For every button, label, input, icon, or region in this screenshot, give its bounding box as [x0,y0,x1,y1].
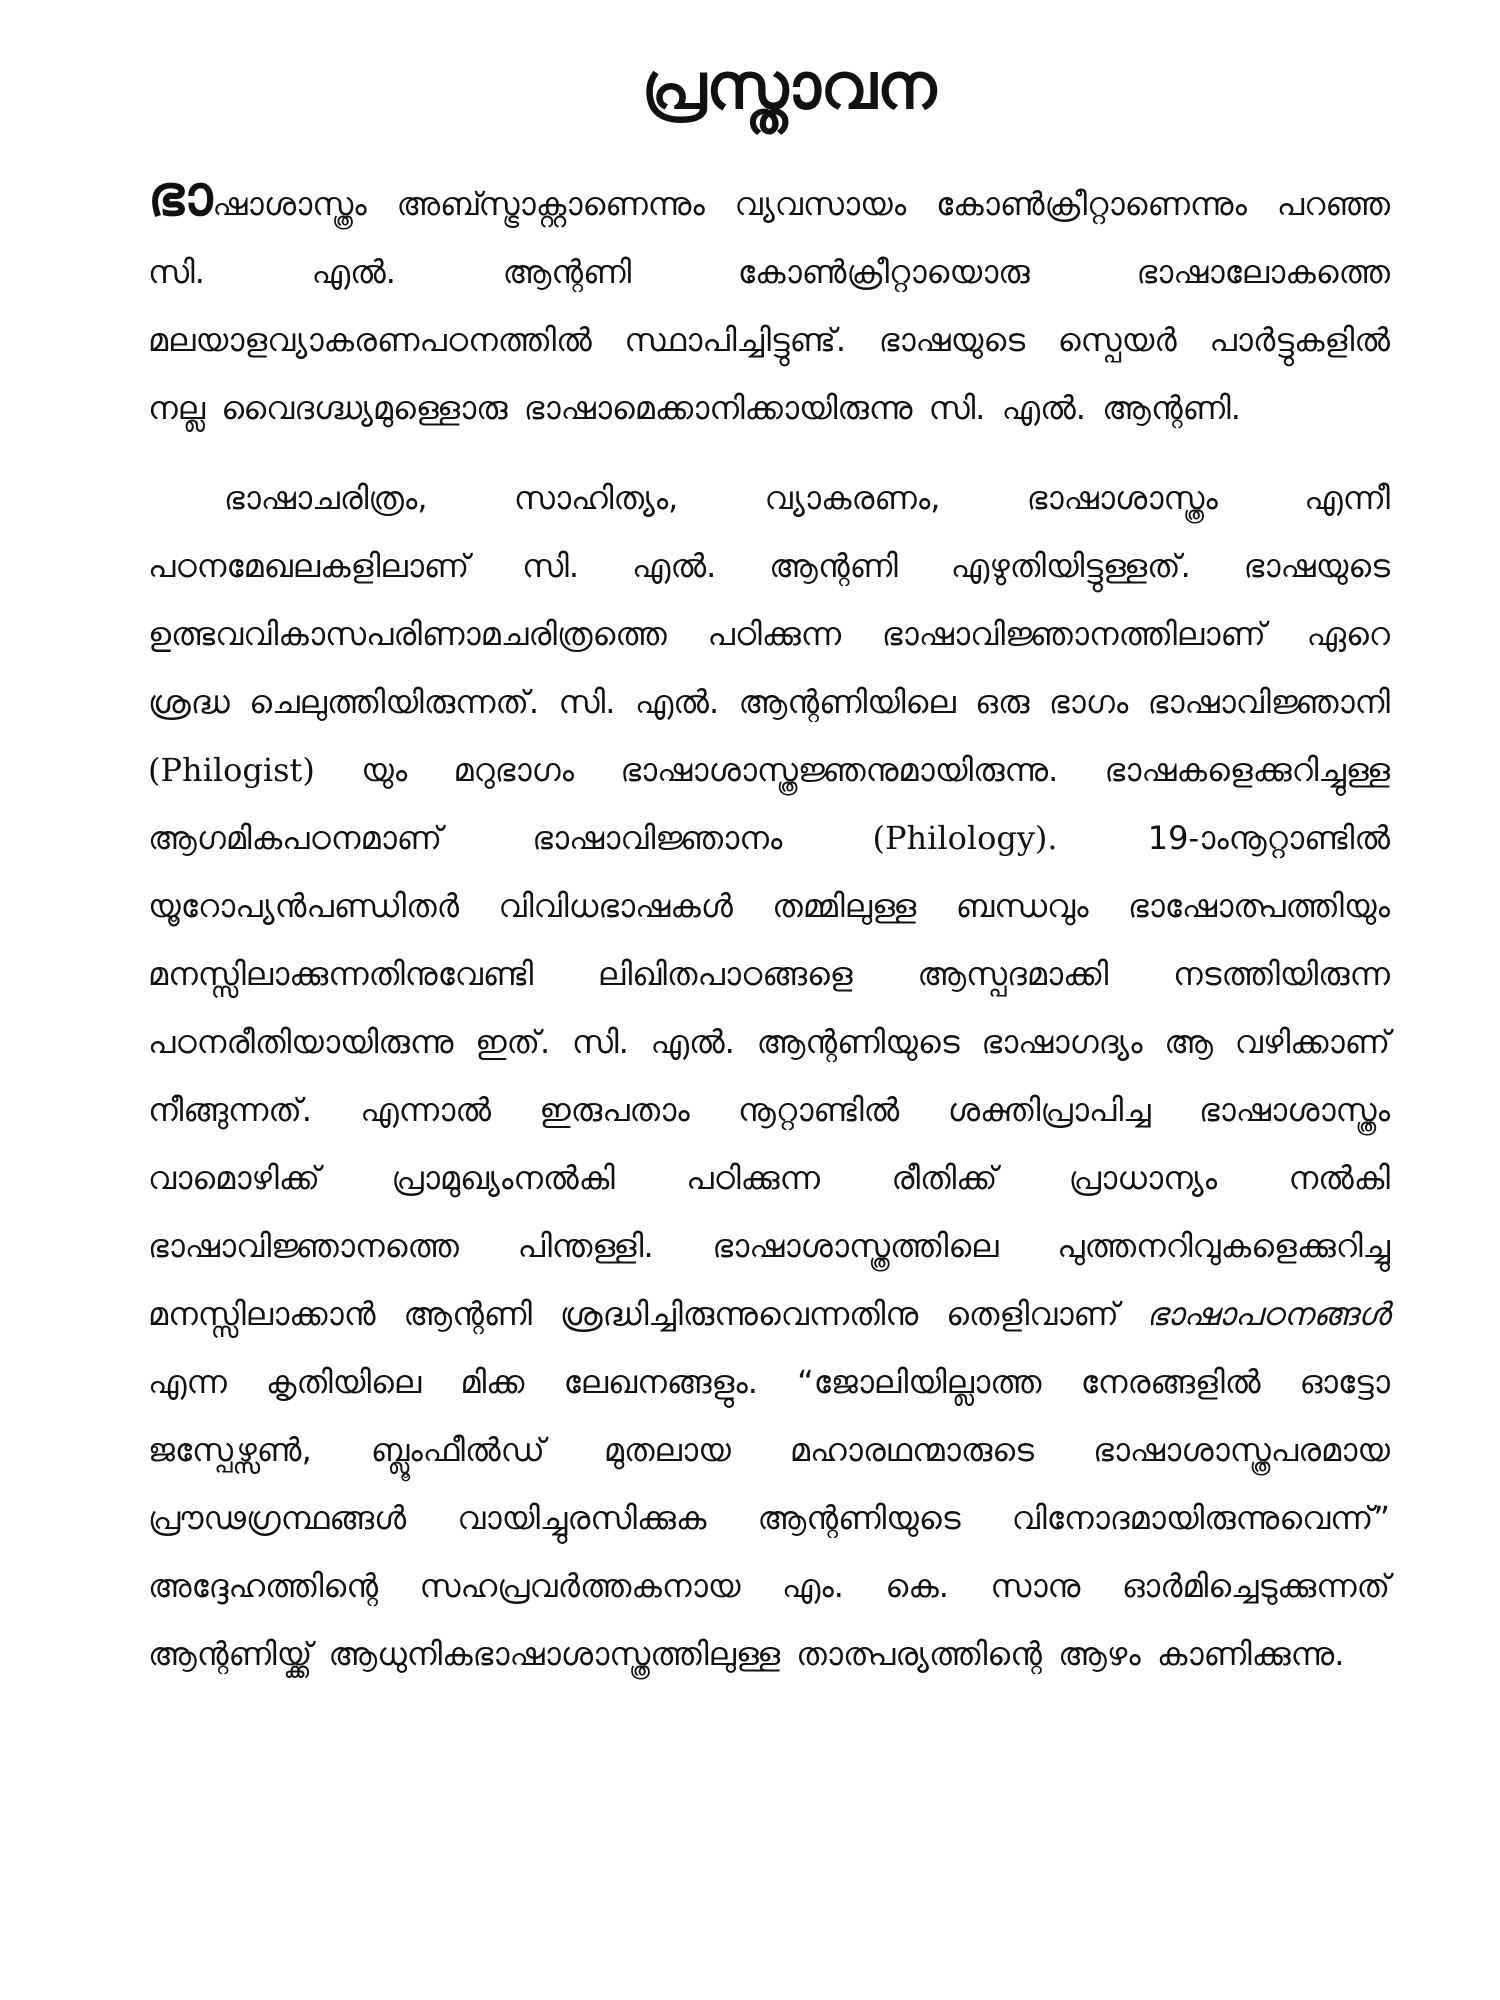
latin-term-philogist: (Philogist) [148,751,315,790]
paragraph-2 [148,464,1390,1688]
paragraph-2-text-c: 19-ാംനൂറ്റാണ്ടിൽ യൂറോപ്യൻപണ്ഡിതർ വിവിധഭാഷകൾ തമ്മിലുള്ള ബന്ധവും ഭാഷോത്പത്തിയും മനസ്സിലാക്കുന്നതിനുവേണ്ടി ലിഖിതപാഠങ്ങളെ ആസ്പദമാക്കി നടത്തിയിരുന്ന പഠനരീതിയായിരുന്നു ഇത്. സി. എൽ. ആന്റണിയുടെ ഭാഷാഗദ്യം ആ വഴിക്കാണ് നീങ്ങുന്നത്. എന്നാൽ ഇരുപതാം നൂറ്റാണ്ടിൽ ശക്തിപ്രാപിച്ച ഭാഷാശാസ്ത്രം വാമൊഴിക്ക് പ്രാമുഖ്യംനൽകി പഠിക്കുന്ന രീതിക്ക് പ്രാധാന്യം നൽകി ഭാഷാവിജ്ഞാനത്തെ പിന്തള്ളി. ഭാഷാശാസ്ത്രത്തിലെ പുത്തനറിവുകളെക്കുറിച്ചു മനസ്സിലാക്കാൻ ആന്റണി ശ്രദ്ധിച്ചിരുന്നുവെന്നതിനു തെളിവാണ് [148,819,1391,1334]
page-title: പ്രസ്താവന [641,50,937,124]
drop-cap: ഭാ [148,164,213,230]
paragraph-2-text-d: എന്ന കൃതിയിലെ മിക്ക ലേഖനങ്ങളും. “ജോലിയില്ലാത്ത നേരങ്ങളിൽ ഓട്ടോ ജസ്പേഴ്സൺ, ബ്ലൂംഫീൽഡ് മുതലായ മഹാരഥന്മാരുടെ ഭാഷാശാസ്ത്രപരമായ പ്രൗഢഗ്രന്ഥങ്ങൾ വായിച്ചുരസിക്കുക ആന്റണിയുടെ വിനോദമായിരുന്നുവെന്ന്” അദ്ദേഹത്തിന്റെ സഹപ്രവർത്തകനായ എം. കെ. സാനു ഓർമിച്ചെടുക്കുന്നത് ആന്റണിയ്ക്ക് ആധുനികഭാഷാശാസ്ത്രത്തിലുള്ള താത്പര്യത്തിന്റെ ആഴം കാണിക്കുന്നു. [148,1363,1390,1674]
book-title-italic: ഭാഷാപഠനങ്ങൾ [1146,1295,1390,1334]
latin-term-philology: (Philology). [872,819,1058,858]
paragraph-2-text-b: യും മറുഭാഗം ഭാഷാശാസ്ത്രജ്ഞനുമായിരുന്നു. ഭാഷകളെക്കുറിച്ചുള്ള ആഗമികപഠനമാണ് ഭാഷാവിജ്ഞാനം [148,751,1390,858]
paragraph-1-text: ഷാശാസ്ത്രം അബ്സ്ട്രാക്റ്റാണെന്നും വ്യവസായം കോൺക്രീറ്റാണെന്നും പറഞ്ഞ സി. എൽ. ആന്റണി കോൺക്രീറ്റായൊരു ഭാഷാലോകത്തെ മലയാളവ്യാകരണപഠനത്തിൽ സ്ഥാപിച്ചിട്ടുണ്ട്. ഭാഷയുടെ സ്പെയർ പാർട്ടുകളിൽ നല്ല വൈദഗ്ദ്ധ്യമുള്ളൊരു ഭാഷാമെക്കാനിക്കായിരുന്നു സി. എൽ. ആന്റണി. [148,185,1390,428]
paragraph-1 [148,164,1390,442]
paragraph-2-text-a: ഭാഷാചരിത്രം, സാഹിത്യം, വ്യാകരണം, ഭാഷാശാസ്ത്രം എന്നീ പഠനമേഖലകളിലാണ് സി. എൽ. ആന്റണി എഴുതിയിട്ടുള്ളത്. ഭാഷയുടെ ഉത്ഭവവികാസപരിണാമചരിത്രത്തെ പഠിക്കുന്ന ഭാഷാവിജ്ഞാനത്തിലാണ് ഏറെ ശ്രദ്ധ ചെലുത്തിയിരുന്നത്. സി. എൽ. ആന്റണിയിലെ ഒരു ഭാഗം ഭാഷാവിജ്ഞാനി [148,479,1390,722]
